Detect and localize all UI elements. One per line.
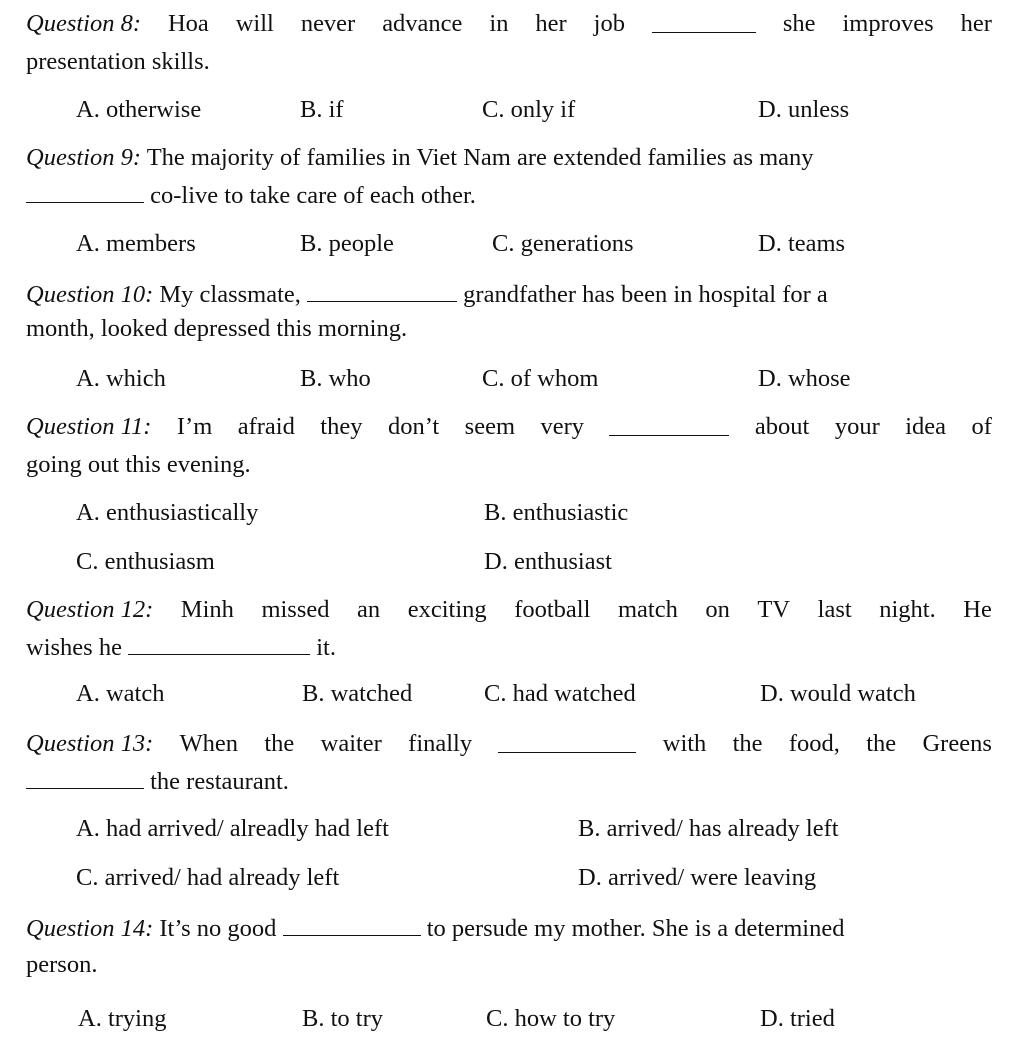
question-8-option-a: A. otherwise (76, 96, 202, 123)
question-14-label: Question 14: (26, 915, 154, 942)
question-13-text-2: the restaurant. (150, 768, 289, 795)
answer-blank (307, 281, 457, 302)
question-12-option-a: A. watch (76, 680, 165, 707)
question-12-option-c: C. had watched (484, 680, 636, 707)
answer-blank (26, 182, 144, 203)
answer-blank (128, 634, 310, 655)
question-9-option-c: C. generations (492, 230, 634, 257)
question-14-option-c: C. how to try (486, 1005, 616, 1032)
word: on (705, 596, 730, 623)
word: improves (842, 10, 934, 37)
word: about (754, 413, 810, 440)
question-8-option-d: D. unless (758, 96, 850, 123)
question-11-option-a: A. enthusiastically (76, 499, 259, 526)
question-12-text-after: it. (316, 634, 336, 661)
word: food, (788, 730, 840, 757)
word: she (782, 10, 816, 37)
word: missed (261, 596, 330, 623)
word: the (866, 730, 897, 757)
question-14-option-a: A. trying (78, 1005, 167, 1032)
word: TV (757, 596, 791, 623)
question-9-text-2: co-live to take care of each other. (150, 182, 476, 209)
question-10-option-d: D. whose (758, 365, 851, 392)
word: advance (382, 10, 463, 37)
question-13-stem-line-1 (26, 732, 992, 757)
question-10-option-b: B. who (300, 365, 371, 392)
word: last (817, 596, 852, 623)
word: the (732, 730, 763, 757)
question-9-stem-line-2 (26, 182, 476, 209)
word: Minh (180, 596, 234, 623)
word: football (514, 596, 591, 623)
word: seem (464, 413, 516, 440)
question-9-stem-line-1 (26, 146, 814, 171)
word: her (535, 10, 567, 37)
word: they (320, 413, 363, 440)
question-8-stem-line-1 (26, 12, 992, 37)
word: waiter (320, 730, 382, 757)
question-9-option-d: D. teams (758, 230, 846, 257)
question-9-text: The majority of families in Viet Nam are extended families as many (146, 144, 814, 171)
word: the (264, 730, 295, 757)
word: I’m (176, 413, 213, 440)
question-13-stem-line-2 (26, 768, 289, 795)
word: Greens (922, 730, 992, 757)
question-8-stem-line-2: presentation skills. (26, 48, 210, 75)
question-11-label: Question 11: (26, 413, 152, 440)
word: in (489, 10, 509, 37)
question-12-option-d: D. would watch (760, 680, 916, 707)
answer-blank (498, 732, 636, 753)
word: job (593, 10, 625, 37)
question-9-option-a: A. members (76, 230, 196, 257)
question-11-option-d: D. enthusiast (484, 548, 612, 575)
question-10-text-after: grandfather has been in hospital for a (463, 281, 828, 308)
question-14-stem-line-1 (26, 915, 844, 942)
question-8-option-b: B. if (300, 96, 344, 123)
question-14-option-d: D. tried (760, 1005, 835, 1032)
word: night. (879, 596, 936, 623)
word: idea (905, 413, 946, 440)
answer-blank (283, 915, 421, 936)
question-9-option-b: B. people (300, 230, 394, 257)
word: will (235, 10, 274, 37)
word: When (179, 730, 239, 757)
answer-blank (652, 12, 756, 33)
question-14-stem-line-2: person. (26, 951, 98, 978)
word: her (960, 10, 992, 37)
word: He (963, 596, 992, 623)
word: don’t (387, 413, 440, 440)
question-8-label: Question 8: (26, 10, 141, 37)
question-11-stem-line-2: going out this evening. (26, 451, 251, 478)
question-12-stem-line-2 (26, 634, 336, 661)
question-14-text-after: to persude my mother. She is a determined (426, 915, 845, 942)
answer-blank (609, 415, 729, 436)
question-10-text-before: My classmate, (159, 281, 301, 308)
question-10-option-c: C. of whom (482, 365, 599, 392)
question-13-label: Question 13: (26, 730, 154, 757)
word: of (971, 413, 992, 440)
word: afraid (237, 413, 295, 440)
word: exciting (407, 596, 487, 623)
question-14-option-b: B. to try (302, 1005, 383, 1032)
answer-blank (26, 768, 144, 789)
question-13-option-c: C. arrived/ had already left (76, 864, 340, 891)
word: Hoa (167, 10, 209, 37)
question-13-option-a: A. had arrived/ alreadly had left (76, 815, 389, 842)
word: never (300, 10, 356, 37)
question-12-stem-line-1 (26, 598, 992, 623)
question-10-label: Question 10: (26, 281, 154, 308)
question-11-option-c: C. enthusiasm (76, 548, 215, 575)
question-10-stem-line-2: month, looked depressed this morning. (26, 315, 408, 342)
question-11-stem-line-1 (26, 415, 992, 440)
question-13-option-d: D. arrived/ were leaving (578, 864, 817, 891)
question-13-option-b: B. arrived/ has already left (578, 815, 839, 842)
question-14-text-before: It’s no good (159, 915, 277, 942)
question-12-text-before: wishes he (26, 634, 122, 661)
question-12-option-b: B. watched (302, 680, 413, 707)
word: match (617, 596, 678, 623)
question-12-label: Question 12: (26, 596, 154, 623)
question-10-option-a: A. which (76, 365, 166, 392)
question-10-stem-line-1 (26, 281, 828, 308)
word: an (357, 596, 381, 623)
question-11-option-b: B. enthusiastic (484, 499, 629, 526)
word: your (834, 413, 880, 440)
question-8-option-c: C. only if (482, 96, 576, 123)
question-9-label: Question 9: (26, 144, 141, 171)
word: finally (408, 730, 473, 757)
word: with (662, 730, 707, 757)
word: very (540, 413, 585, 440)
